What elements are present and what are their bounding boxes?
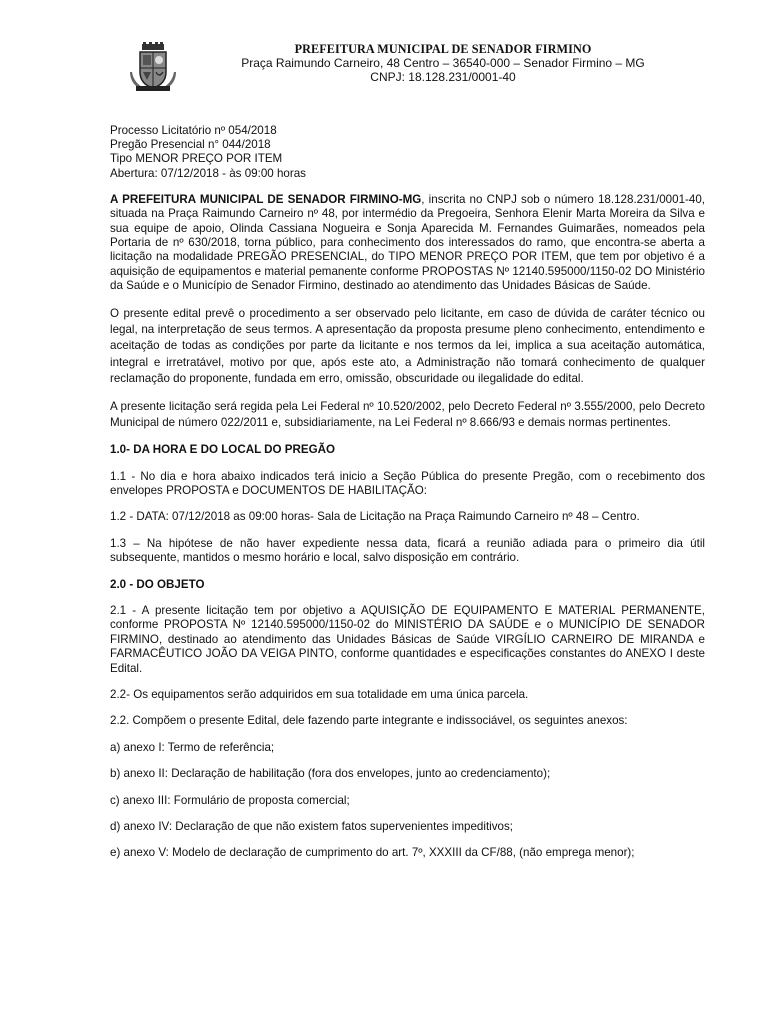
intro-text: , inscrita no CNPJ sob o número 18.128.231/0001-40, situada na Praça Raimundo Carneiro nº 48, por intermédio da Pregoeira, Senhora Elenir Marta Moreira da Silva e sua equipe de apoio, Olinda Cassiana Nogueira e Sonja Aparecida M. Fernandes Guimarães, nomeados pela Portaria de nº 630/2018, torna público, para conhecimento dos interessados do ramo, que encontra-se aberta a licitação na modalidade PREGÃO PRESENCIAL, do TIPO MENOR PREÇO POR ITEM, que tem por objetivo é a aquisição de equipamentos e material pemanente conforme PROPOSTAS Nº 12140.595000/1150-02 DO Ministério da Saúde e o Município de Senador Firmino, destinado ao atendimento das Unidades Básicas de Saúde. xyxy=(110,192,705,293)
pregao-presencial: Pregão Presencial n° 044/2018 xyxy=(110,138,271,152)
prefeitura-address: Praça Raimundo Carneiro, 48 Centro – 36540-000 – Senador Firmino – MG xyxy=(241,56,645,70)
section-1-heading: 1.0- DA HORA E DO LOCAL DO PREGÃO xyxy=(110,443,336,457)
section-1-2: 1.2 - DATA: 07/12/2018 as 09:00 horas- Sala de Licitação na Praça Raimundo Carneiro nº 48 – Centro. xyxy=(110,510,640,524)
anexo-item: a) anexo I: Termo de referência; xyxy=(110,740,275,754)
document-body xyxy=(110,124,705,861)
letterhead xyxy=(210,42,676,84)
prefeitura-title: PREFEITURA MUNICIPAL DE SENADOR FIRMINO xyxy=(294,42,592,56)
section-1-1: 1.1 - No dia e hora abaixo indicados terá inicio a Seção Pública do presente Pregão, com o recebimento dos envelopes PROPOSTA e DOCUMENTOS DE HABILITAÇÃO: xyxy=(110,469,705,497)
municipal-crest-icon xyxy=(128,42,178,92)
section-2-2-anexos-intro: 2.2. Compõem o presente Edital, dele fazendo parte integrante e indissociável, os seguintes anexos: xyxy=(110,714,628,728)
anexo-item: e) anexo V: Modelo de declaração de cumprimento do art. 7º, XXXIII da CF/88, (não emprega menor); xyxy=(110,846,635,860)
prefeitura-cnpj: CNPJ: 18.128.231/0001-40 xyxy=(370,70,516,84)
anexo-item: b) anexo II: Declaração de habilitação (fora dos envelopes, junto ao credenciamento); xyxy=(110,767,551,781)
anexo-item: d) anexo IV: Declaração de que não existem fatos supervenientes impeditivos; xyxy=(110,820,514,834)
process-info xyxy=(110,124,705,181)
section-2-1: 2.1 - A presente licitação tem por objetivo a AQUISIÇÃO DE EQUIPAMENTO E MATERIAL PERMANENTE, conforme PROPOSTA Nº 12140.595000/1150-02 do MINISTÉRIO DA SAÚDE e o MUNICÍPIO DE SENADOR FIRMINO, destinado ao atendimento das Unidades Básicas de Saúde VIRGÍLIO CARNEIRO DE MIRANDA e FARMACÊUTICO JOÃO DA VEIGA PINTO, conforme quantidades e especificações constantes do ANEXO I deste Edital. xyxy=(110,603,705,675)
anexo-item: c) anexo III: Formulário de proposta comercial; xyxy=(110,793,350,807)
paragraph-procedimento: O presente edital prevê o procedimento a ser observado pelo licitante, em caso de dúvida de caráter técnico ou legal, na interpretação de seus termos. A apresentação da proposta presume pleno conhecimento, entendimento e aceitação de todas as condições por parte da licitante e nos termos da lei, implica a sua aceitação automática, integral e irretratável, motivo por que, após este ato, a Administração não tomará conhecimento de qualquer reclamação do proponente, fundada em erro, omissão, obscuridade ou ilegalidade do edital. xyxy=(110,306,705,385)
section-2-2-parcela: 2.2- Os equipamentos serão adquiridos em sua totalidade em uma única parcela. xyxy=(110,688,529,702)
processo-licitatorio: Processo Licitatório nº 054/2018 xyxy=(110,124,277,137)
intro-bold-lead: A PREFEITURA MUNICIPAL DE SENADOR FIRMINO-MG xyxy=(110,192,422,206)
abertura: Abertura: 07/12/2018 - às 09:00 horas xyxy=(110,166,306,180)
tipo-licitacao: Tipo MENOR PREÇO POR ITEM xyxy=(110,152,283,166)
paragraph-legislacao: A presente licitação será regida pela Lei Federal nº 10.520/2002, pelo Decreto Federal nº 3.555/2000, pelo Decreto Municipal de número 022/2011 e, subsidiariamente, na Lei Federal nº 8.666/93 e demais normas pertinentes. xyxy=(110,400,705,430)
section-1-3: 1.3 – Na hipótese de não haver expediente nessa data, ficará a reunião adiada para o primeiro dia útil subsequente, mantidos o mesmo horário e local, salvo disposição em contrário. xyxy=(110,536,705,565)
section-2-heading: 2.0 - DO OBJETO xyxy=(110,577,205,591)
intro-paragraph xyxy=(110,193,705,294)
